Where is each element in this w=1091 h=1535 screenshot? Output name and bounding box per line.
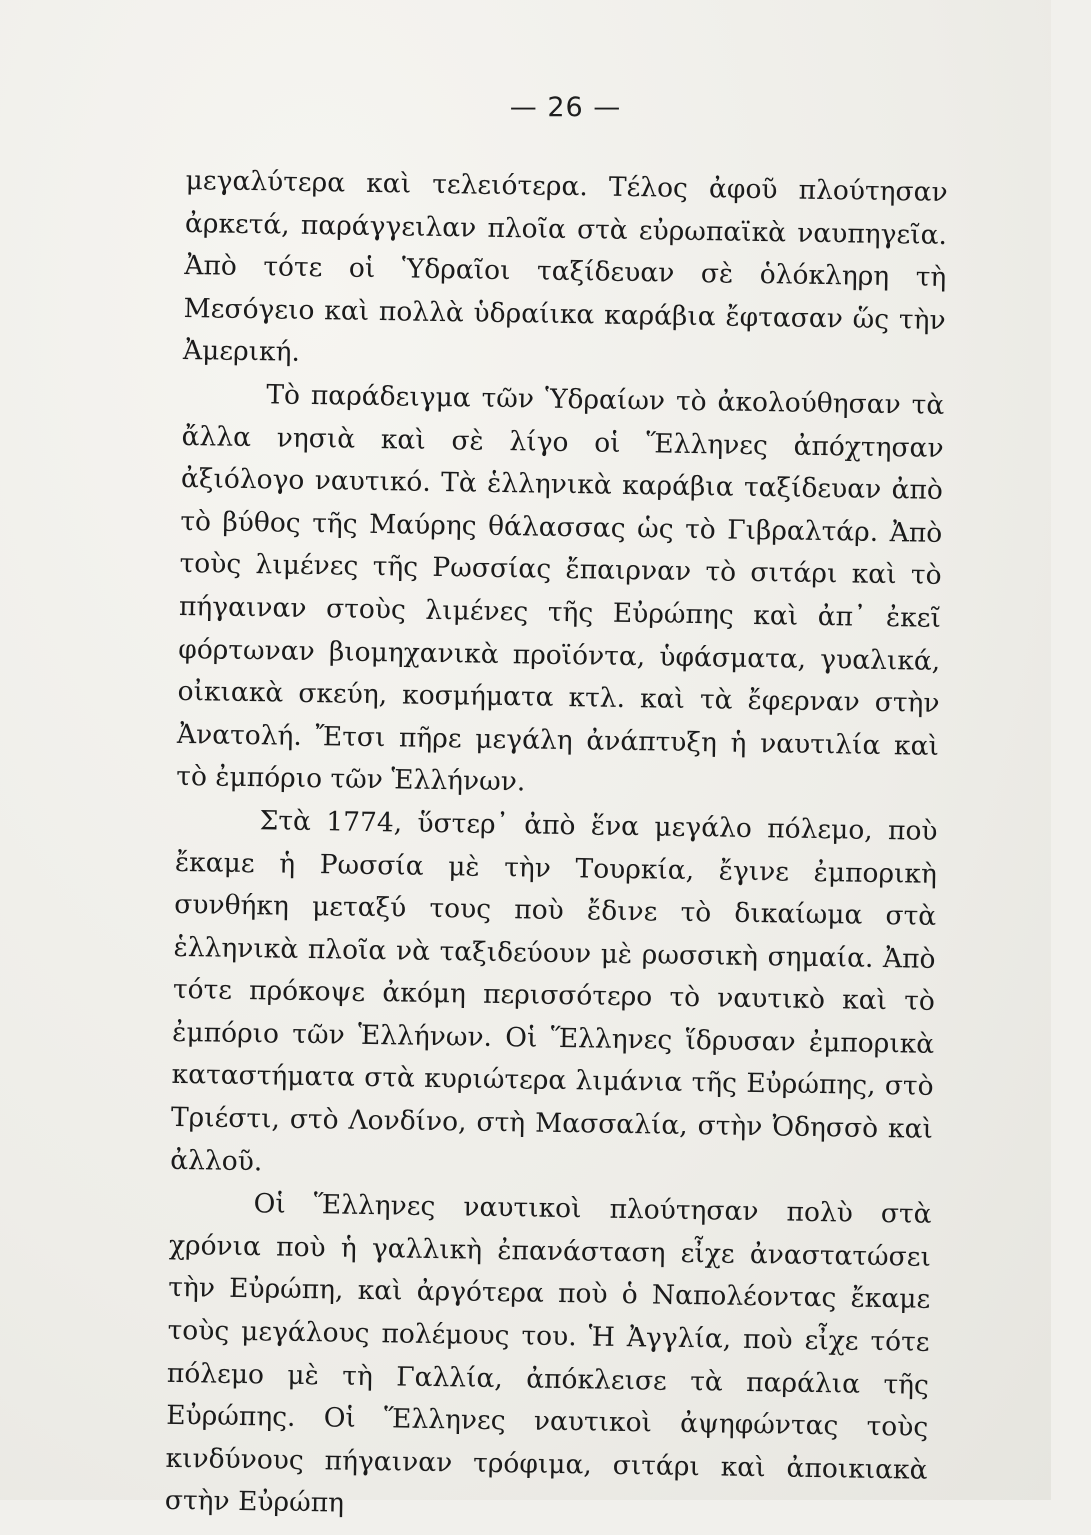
paragraph-4: Οἱ Ἕλληνες ναυτικοὶ πλούτησαν πολὺ στὰ χρόνια ποὺ ἡ γαλλικὴ ἐπανάσταση εἶχε ἀναστατώσει τὴν Εὐρώπη, καὶ ἀργότερα ποὺ ὁ Ναπολέοντας ἔκαμε τοὺς μεγάλους πολέμους του. Ἡ Ἀγγλία, ποὺ εἶχε τότε πόλεμο μὲ τὴ Γαλλία, ἀπόκλεισε τὰ παράλια τῆς Εὐρώπης. Οἱ Ἕλληνες ναυτικοὶ ἀψηφώντας τοὺς κινδύνους πήγαιναν τρόφιμα, σιτάρι καὶ ἀποικιακὰ στὴν Εὐρώπη bbox=[164, 1188, 932, 1520]
paragraph-1: μεγαλύτερα καὶ τελειότερα. Τέλος ἀφοῦ πλούτησαν ἀρκετά, παράγγειλαν πλοῖα στὰ εὐρωπαϊκὰ ναυπηγεῖα. Ἀπὸ τότε οἱ Ὑδραῖοι ταξίδευαν σὲ ὁλόκληρη τὴ Μεσόγειο καὶ πολλὰ ὑδραίικα καράβια ἔφτασαν ὥς τὴν Ἀμερική. bbox=[182, 164, 948, 369]
body-text bbox=[165, 160, 948, 1535]
paragraph-3: Στὰ 1774, ὕστερ᾿ ἀπὸ ἕνα μεγάλο πόλεμο, ποὺ ἔκαμε ἡ Ρωσσία μὲ τὴν Τουρκία, ἔγινε ἐμπορικὴ συνθήκη μεταξύ τους ποὺ ἔδινε τὸ δικαίωμα στὰ ἑλληνικὰ πλοῖα νὰ ταξιδεύουν μὲ ρωσσικὴ σημαία. Ἀπὸ τότε πρόκοψε ἀκόμη περισσότερο τὸ ναυτικὸ καὶ τὸ ἐμπόριο τῶν Ἑλλήνων. Οἱ Ἕλληνες ἵδρυσαν ἐμπορικὰ καταστήματα στὰ κυριώτερα λιμάνια τῆς Εὐρώπης, στὸ Τριέστι, στὸ Λονδίνο, στὴ Μασσαλία, στὴν Ὀδησσὸ καὶ ἀλλοῦ. bbox=[170, 805, 938, 1177]
page-number: — 26 — bbox=[509, 92, 622, 123]
paragraph-2: Τὸ παράδειγμα τῶν Ὑδραίων τὸ ἀκολούθησαν τὰ ἄλλα νησιὰ καὶ σὲ λίγο οἱ Ἕλληνες ἀπόχτησαν ἀξιόλογο ναυτικό. Τὰ ἑλληνικὰ καράβια ταξίδευαν ἀπὸ τὸ βύθος τῆς Μαύρης θάλασσας ὡς τὸ Γιβραλτάρ. Ἀπὸ τοὺς λιμένες τῆς Ρωσσίας ἔπαιρναν τὸ σιτάρι καὶ τὸ πήγαιναν στοὺς λιμένες τῆς Εὐρώπης καὶ ἀπ᾿ ἐκεῖ φόρτωναν βιομηχανικὰ προϊόντα, ὑφάσματα, γυαλικά, οἰκιακὰ σκεύη, κοσμήματα κτλ. καὶ τὰ ἔφερναν στὴν Ἀνατολή. Ἔτσι πῆρε μεγάλη ἀνάπτυξη ἡ ναυτιλία καὶ τὸ ἐμπόριο τῶν Ἑλλήνων. bbox=[176, 379, 945, 798]
